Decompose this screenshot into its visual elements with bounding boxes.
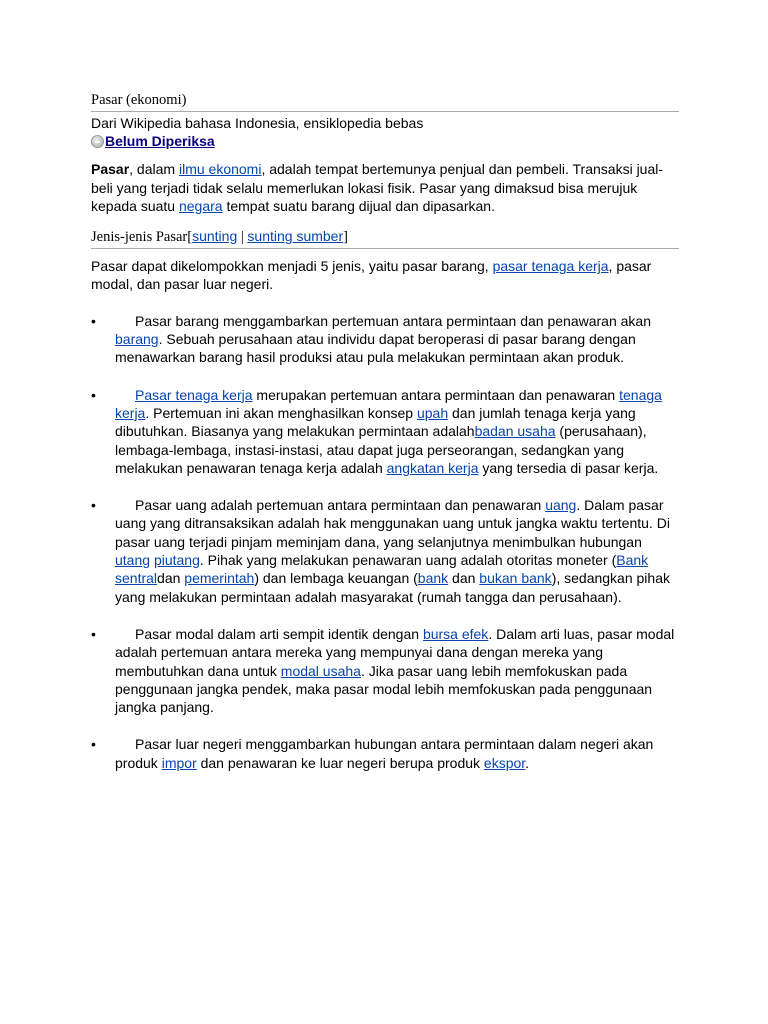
link-impor[interactable]: impor xyxy=(161,754,197,771)
intro-text: tempat suatu barang dijual dan dipasarkan. xyxy=(222,197,495,214)
link-barang[interactable]: barang xyxy=(115,331,159,348)
review-status-link[interactable]: Belum Diperiksa xyxy=(105,133,215,150)
item-text: Pasar luar negeri menggambarkan hubungan antara permintaan dalam negeri akan produk xyxy=(115,736,654,771)
item-text: . Pihak yang melakukan penawaran uang adalah otoritas moneter ( xyxy=(199,552,617,569)
item-text: ) dan lembaga keuangan ( xyxy=(254,570,418,587)
bracket: [ xyxy=(187,229,193,246)
types-intro-paragraph xyxy=(91,257,679,294)
bullet: • xyxy=(91,386,96,403)
item-text: . xyxy=(525,754,530,771)
article xyxy=(91,90,679,772)
unchecked-circle-icon xyxy=(91,135,104,148)
item-text: . Jika pasar uang lebih memfokuskan pada penggunaan jangka pendek, maka pasar modal lebih memfokuskan pada penggunaan jangka panjang. xyxy=(115,662,653,716)
link-bank-sentral[interactable]: Bank sentral xyxy=(115,552,649,587)
link-pasar-tenaga-kerja[interactable]: Pasar tenaga kerja xyxy=(135,386,253,403)
item-text: . Dalam pasar uang yang ditransaksikan adalah hak menggunakan uang untuk jangka waktu tertentu. Di pasar uang terjadi pinjam meminjam dana, yang selanjutnya menimbulkan hubungan xyxy=(115,497,670,550)
item-text: dan penawaran ke luar negeri berupa produk xyxy=(196,754,484,771)
market-types-list xyxy=(91,312,679,772)
item-text: (perusahaan), lembaga-lembaga, instasi-instasi, atau dapat juga perseorangan, sedangkan yang melakukan penawaran tenaga kerja adalah xyxy=(115,423,647,476)
link-utang[interactable]: utang xyxy=(115,552,151,569)
page-title: Pasar (ekonomi) xyxy=(91,90,679,112)
item-text: dan xyxy=(157,570,185,587)
item-text: Pasar modal dalam arti sempit identik dengan xyxy=(135,625,423,642)
list-item xyxy=(91,386,679,477)
link-modal-usaha[interactable]: modal usaha xyxy=(280,662,361,679)
item-text: yang tersedia di pasar kerja. xyxy=(478,459,659,476)
list-item xyxy=(91,496,679,606)
link-bursa-efek[interactable]: bursa efek xyxy=(422,625,489,642)
item-text: merupakan pertemuan antara permintaan dan penawaran xyxy=(252,386,620,403)
link-upah[interactable]: upah xyxy=(416,404,449,421)
link-piutang[interactable]: piutang xyxy=(153,552,200,569)
link-tenaga-kerja[interactable]: tenaga kerja xyxy=(115,386,662,421)
edit-link[interactable]: sunting xyxy=(192,228,238,245)
link-bukan-bank[interactable]: bukan bank xyxy=(479,570,552,587)
link-pemerintah[interactable]: pemerintah xyxy=(184,570,255,587)
link-uang[interactable]: uang xyxy=(545,497,577,514)
link-pasar-tenaga-kerja[interactable]: pasar tenaga kerja xyxy=(492,258,609,275)
intro-text: , dalam xyxy=(129,161,179,178)
item-text: . Dalam arti luas, pasar modal adalah pertemuan antara mereka yang mempunyai dana dengan mereka yang membutuhkan dana untuk xyxy=(115,625,675,679)
bullet: • xyxy=(91,736,96,753)
link-ilmu-ekonomi[interactable]: ilmu ekonomi xyxy=(178,161,262,178)
list-item xyxy=(91,735,679,772)
item-text: . Sebuah perusahaan atau individu dapat beroperasi di pasar barang dengan menawarkan barang hasil produksi atau pula melakukan permintaan akan produk. xyxy=(115,331,636,366)
item-text: Pasar barang menggambarkan pertemuan antara permintaan dan penawaran akan xyxy=(135,312,652,329)
site-subtitle: Dari Wikipedia bahasa Indonesia, ensiklopedia bebas xyxy=(91,115,424,131)
link-angkatan-kerja[interactable]: angkatan kerja xyxy=(386,459,479,476)
item-text: ), sedangkan pihak yang melakukan permintaan adalah masyarakat (rumah tangga dan perusahaan). xyxy=(115,570,670,605)
section-heading-text: Jenis-jenis Pasar xyxy=(91,229,188,246)
list-item xyxy=(91,625,679,716)
link-negara[interactable]: negara xyxy=(178,197,223,214)
bullet: • xyxy=(91,497,96,514)
link-bank[interactable]: bank xyxy=(417,570,449,587)
item-text: . Pertemuan ini akan menghasilkan konsep xyxy=(145,404,417,421)
types-intro-text: Pasar dapat dikelompokkan menjadi 5 jenis, yaitu pasar barang, xyxy=(91,258,493,275)
item-text: dan jumlah tenaga kerja yang dibutuhkan. Biasanya yang melakukan permintaan adalah xyxy=(115,404,636,440)
bullet: • xyxy=(91,312,96,329)
separator: | xyxy=(237,229,248,246)
review-status xyxy=(91,132,679,150)
bullet: • xyxy=(91,625,96,642)
list-item xyxy=(91,312,679,367)
edit-source-link[interactable]: sunting sumber xyxy=(247,228,344,245)
item-text: dan xyxy=(448,570,480,587)
link-badan-usaha[interactable]: badan usaha xyxy=(474,423,556,440)
intro-term: Pasar xyxy=(91,161,130,178)
intro-paragraph xyxy=(91,160,679,215)
section-heading xyxy=(91,226,679,249)
item-text: Pasar uang adalah pertemuan antara permintaan dan penawaran xyxy=(135,497,546,514)
bracket: ] xyxy=(343,229,348,246)
types-intro-text: , pasar modal, dan pasar luar negeri. xyxy=(91,258,652,293)
intro-text: , adalah tempat bertemunya penjual dan pembeli. Transaksi jual-beli yang terjadi tidak selalu memerlukan lokasi fisik. Pasar yang dimaksud bisa merujuk kepada suatu xyxy=(91,161,664,214)
link-ekspor[interactable]: ekspor xyxy=(483,754,526,771)
